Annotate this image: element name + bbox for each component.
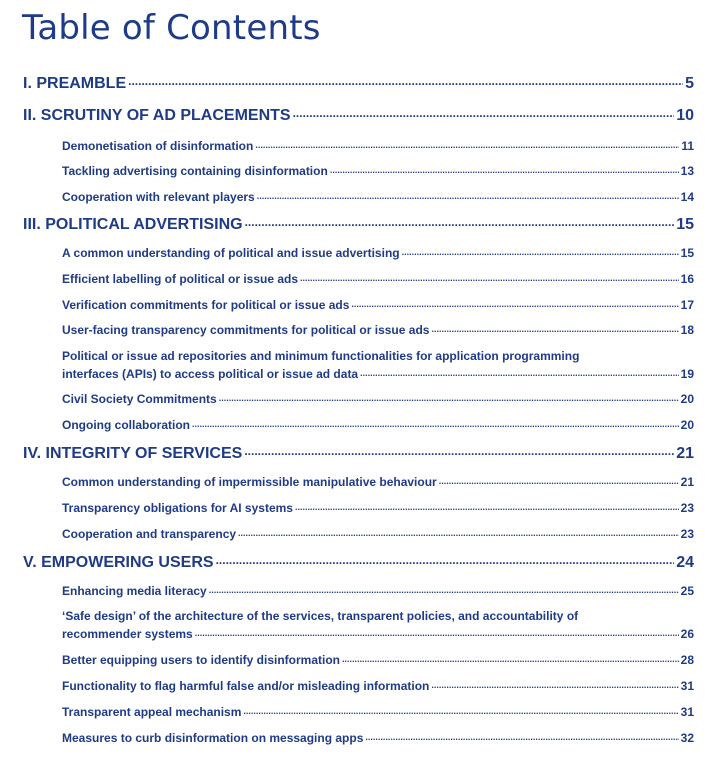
toc-page-number: 25 — [680, 584, 694, 598]
toc-subsection-label: Verification commitments for political or issue ads — [62, 298, 350, 312]
toc-subsection[interactable] — [62, 139, 694, 153]
toc-subsection-label: User-facing transparency commitments for political or issue ads — [62, 323, 430, 337]
toc-page-number: 15 — [676, 216, 694, 233]
toc-subsection[interactable] — [62, 272, 694, 286]
toc-subsection-label-line1: ‘Safe design’ of the architecture of the services, transparent policies, and accountability of — [62, 609, 579, 623]
toc-subsection-label: Demonetisation of disinformation — [62, 139, 254, 153]
dot-leader — [293, 108, 675, 120]
dot-leader — [238, 529, 679, 538]
toc-section-scrutiny[interactable] — [23, 107, 694, 125]
dot-leader — [295, 503, 679, 512]
toc-subsection[interactable] — [62, 392, 694, 406]
toc-page-number: 32 — [680, 731, 694, 745]
toc-page-number: 14 — [680, 190, 694, 204]
toc-section-label: IV. INTEGRITY OF SERVICES — [23, 445, 243, 462]
toc-subsection-label-line1: Political or issue ad repositories and minimum functionalities for application programming — [62, 349, 580, 363]
toc-subsection[interactable] — [62, 527, 694, 541]
toc-subsection-label: Cooperation and transparency — [62, 527, 237, 541]
dot-leader — [192, 420, 679, 429]
toc-page-number: 16 — [680, 272, 694, 286]
toc-subsection-label: Ongoing collaboration — [62, 418, 190, 432]
toc-subsection[interactable] — [62, 501, 694, 515]
dot-leader — [431, 325, 678, 334]
toc-subsection[interactable] — [62, 609, 694, 641]
toc-subsection-label: Functionality to flag harmful false and/or misleading information — [62, 679, 430, 693]
toc-page-number: 24 — [676, 554, 694, 571]
toc-page-number: 21 — [680, 475, 694, 489]
toc-subsection-label: Measures to curb disinformation on messaging apps — [62, 731, 364, 745]
toc-page-number: 13 — [680, 164, 694, 178]
toc-section-label: V. EMPOWERING USERS — [23, 554, 214, 571]
dot-leader — [342, 655, 679, 664]
dot-leader — [216, 555, 675, 567]
toc-page-number: 23 — [680, 527, 694, 541]
dot-leader — [360, 369, 679, 378]
toc-subsection-label: recommender systems — [62, 627, 193, 641]
toc-subsection[interactable] — [62, 298, 694, 312]
dot-leader — [300, 274, 679, 283]
toc-subsection-label: Common understanding of impermissible manipulative behaviour — [62, 475, 437, 489]
toc-section-political-advertising[interactable] — [23, 216, 694, 234]
dot-leader — [351, 300, 678, 309]
dot-leader — [257, 192, 679, 201]
toc-subsection[interactable] — [62, 679, 694, 693]
toc-section-preamble[interactable] — [23, 75, 694, 93]
toc-page-number: 20 — [680, 418, 694, 432]
toc-subsection[interactable] — [62, 323, 694, 337]
dot-leader — [219, 394, 679, 403]
dot-leader — [243, 707, 678, 716]
toc-page-number: 15 — [680, 246, 694, 260]
toc-subsection-label: A common understanding of political and issue advertising — [62, 246, 400, 260]
dot-leader — [439, 477, 679, 486]
toc-page-number: 28 — [680, 653, 694, 667]
toc-subsection-label: Tackling advertising containing disinformation — [62, 164, 328, 178]
toc-subsection[interactable] — [62, 584, 694, 598]
toc-section-label: III. POLITICAL ADVERTISING — [23, 216, 243, 233]
toc-page-number: 21 — [676, 445, 694, 462]
dot-leader — [402, 248, 679, 257]
toc-page-number: 11 — [681, 139, 694, 153]
toc-subsection[interactable] — [62, 246, 694, 260]
toc-subsection-label: Efficient labelling of political or issue ads — [62, 272, 299, 286]
toc-subsection-label: Cooperation with relevant players — [62, 190, 255, 204]
dot-leader — [365, 733, 678, 742]
dot-leader — [128, 76, 683, 88]
toc-section-label: I. PREAMBLE — [23, 75, 127, 92]
toc-subsection[interactable] — [62, 418, 694, 432]
toc-page-number: 20 — [680, 392, 694, 406]
toc-subsection[interactable] — [62, 475, 694, 489]
dot-leader — [431, 681, 678, 690]
toc-subsection[interactable] — [62, 653, 694, 667]
toc-subsection[interactable] — [62, 349, 694, 381]
toc-page-number: 17 — [680, 298, 694, 312]
toc-subsection-label: Transparency obligations for AI systems — [62, 501, 293, 515]
toc-subsection-label: Enhancing media literacy — [62, 584, 207, 598]
toc-page-number: 31 — [680, 679, 694, 693]
toc-page-number: 10 — [676, 107, 694, 124]
toc-section-label: II. SCRUTINY OF AD PLACEMENTS — [23, 107, 291, 124]
dot-leader — [245, 217, 675, 229]
toc-page-number: 18 — [680, 323, 694, 337]
toc-page-number: 19 — [680, 367, 694, 381]
toc-page-number: 23 — [680, 501, 694, 515]
toc-page-number: 5 — [685, 75, 694, 92]
toc-subsection[interactable] — [62, 164, 694, 178]
toc-subsection[interactable] — [62, 705, 694, 719]
toc-subsection[interactable] — [62, 190, 694, 204]
toc-subsection-label: Civil Society Commitments — [62, 392, 217, 406]
toc-subsection-label: Better equipping users to identify disinformation — [62, 653, 341, 667]
dot-leader — [330, 166, 679, 175]
toc-page-number: 31 — [680, 705, 694, 719]
toc-section-integrity[interactable] — [23, 445, 694, 463]
dot-leader — [255, 141, 679, 150]
dot-leader — [244, 446, 674, 458]
toc-subsection[interactable] — [62, 731, 694, 745]
page-title: Table of Contents — [22, 8, 321, 48]
toc-page-number: 26 — [680, 627, 694, 641]
dot-leader — [195, 629, 679, 638]
toc-subsection-label: Transparent appeal mechanism — [62, 705, 242, 719]
dot-leader — [209, 586, 679, 595]
toc-subsection-label: interfaces (APIs) to access political or issue ad data — [62, 367, 359, 381]
toc-section-empowering-users[interactable] — [23, 554, 694, 572]
